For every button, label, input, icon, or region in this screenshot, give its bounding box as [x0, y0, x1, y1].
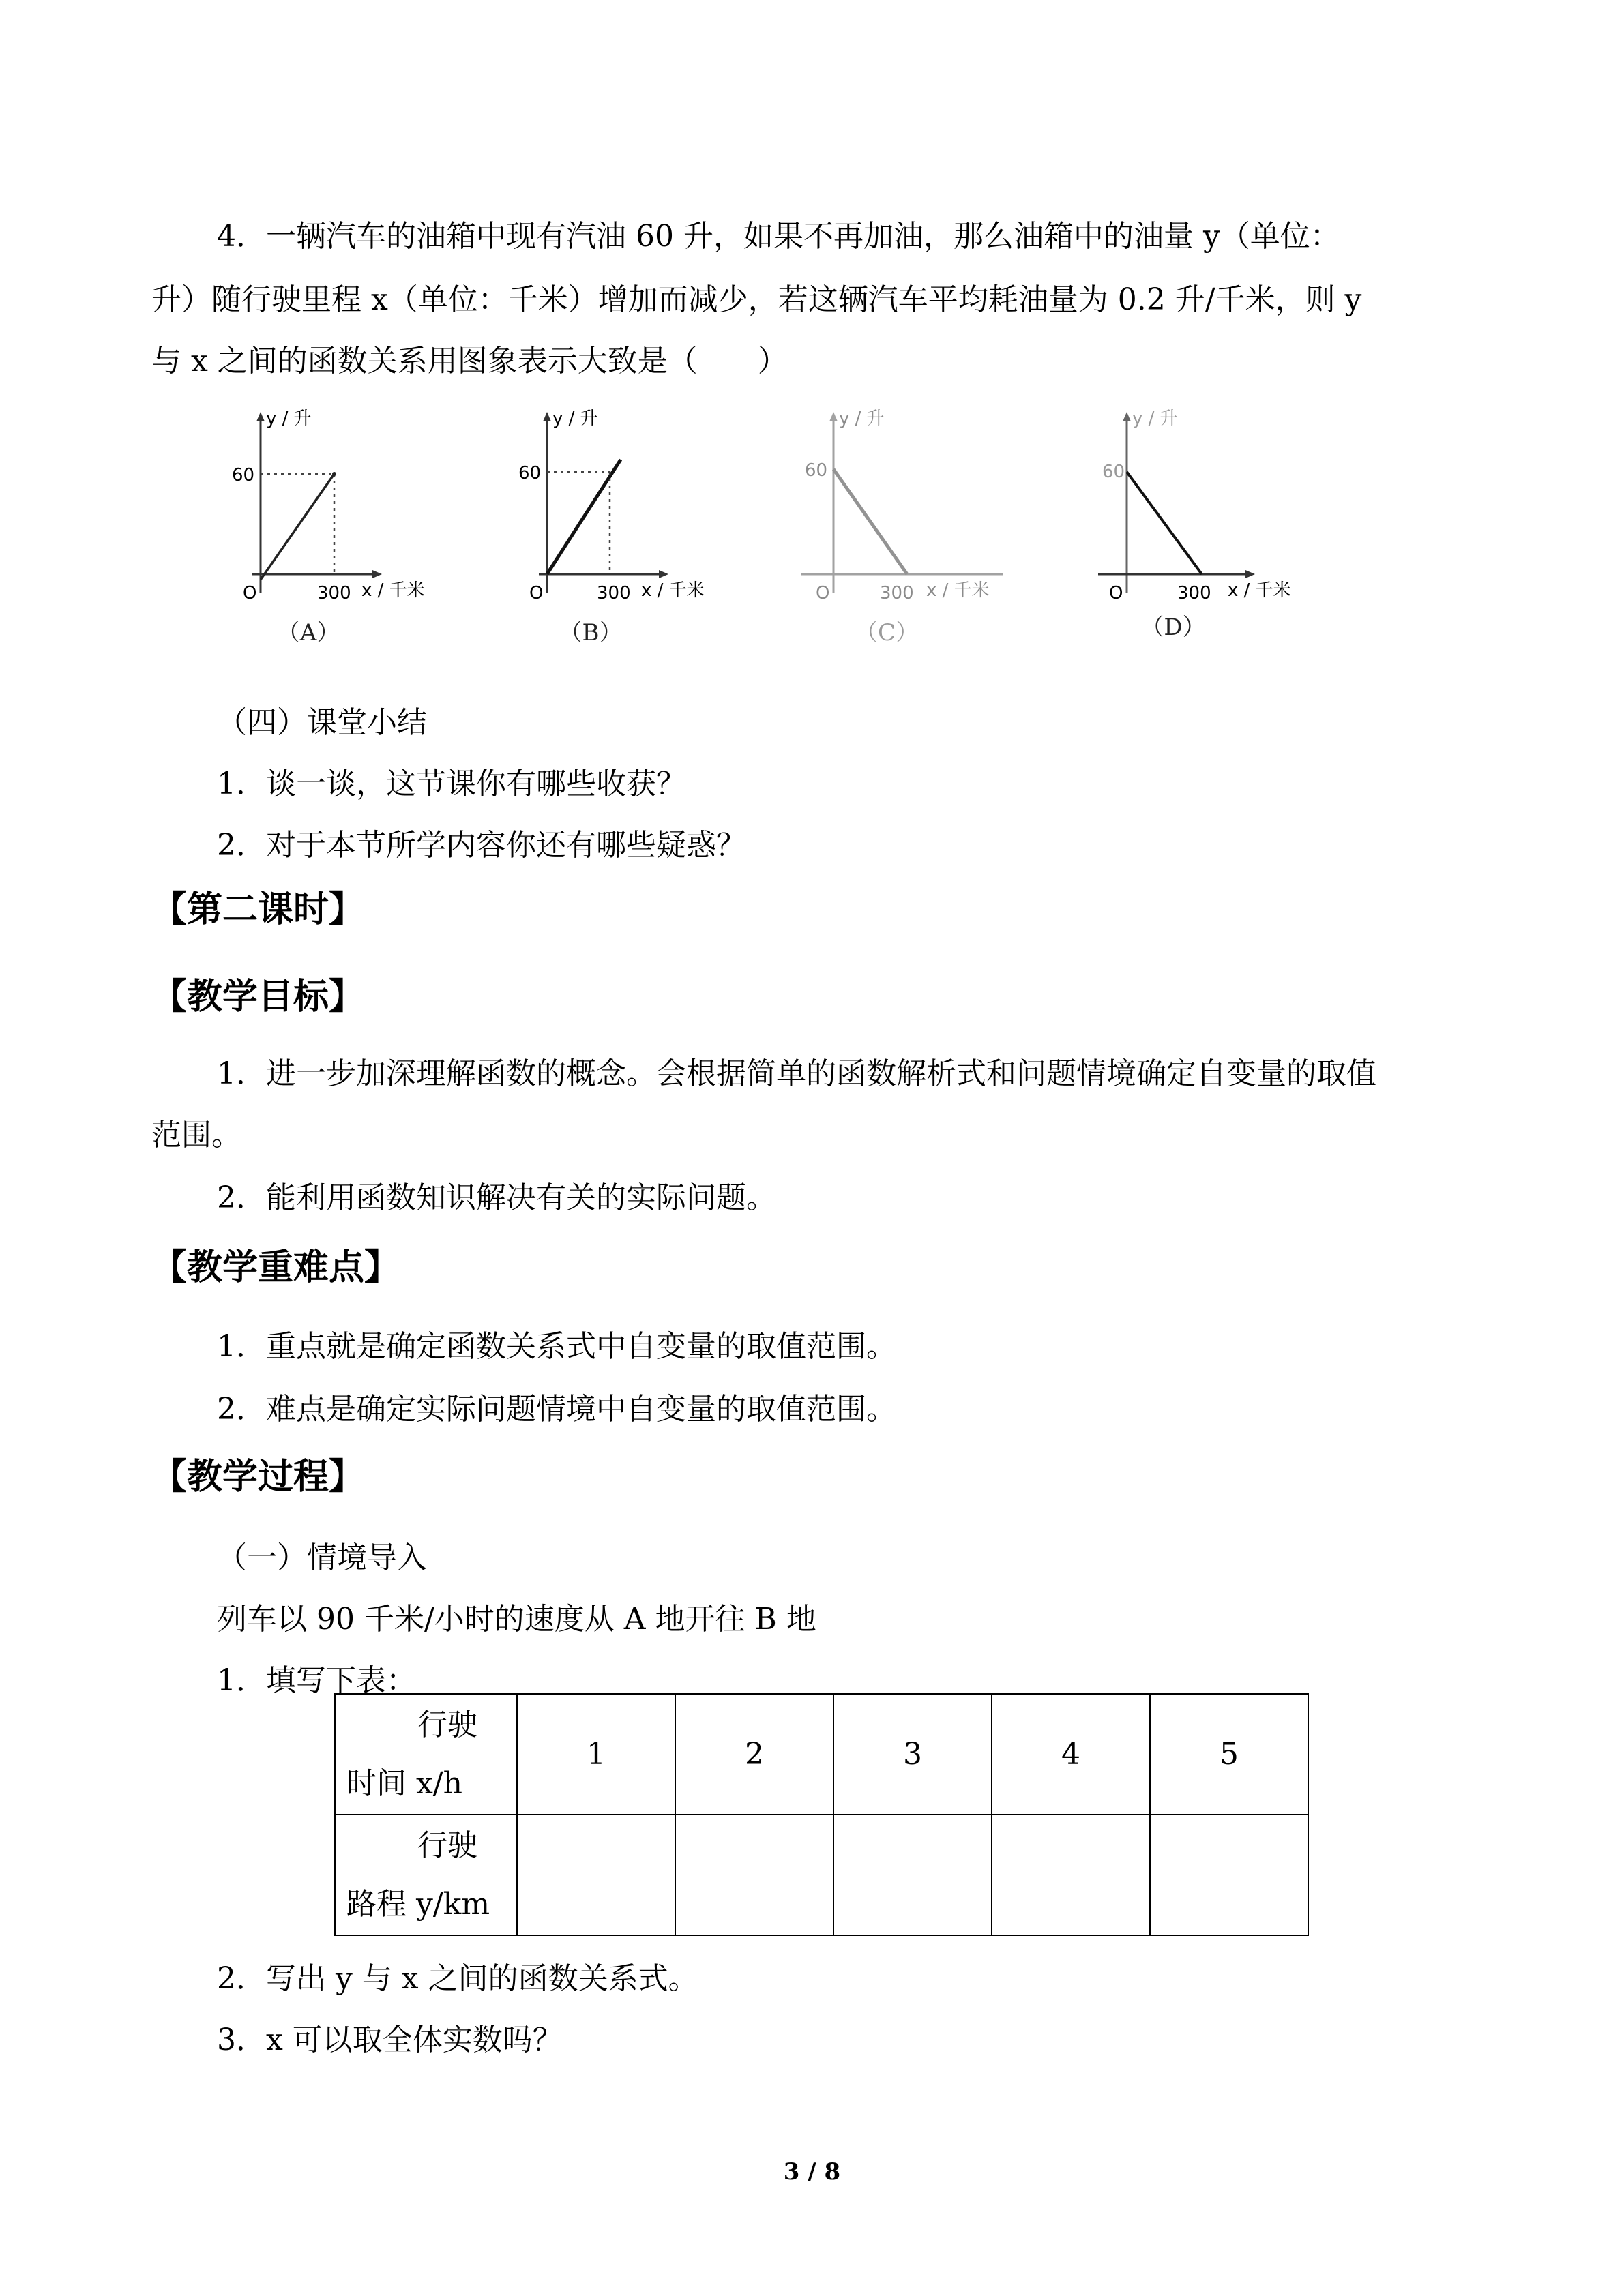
option-a-caption: （A） — [276, 619, 340, 646]
keypoints-item-2: 2．难点是确定实际问题情境中自变量的取值范围。 — [217, 1392, 896, 1427]
x-axis-arrow — [1245, 570, 1255, 578]
y-tick-label: 60 — [805, 460, 828, 481]
y-axis-arrow — [543, 412, 551, 421]
table-cell: 4 — [992, 1694, 1150, 1815]
y-axis-label: y / 升 — [552, 408, 598, 429]
option-c-graph — [798, 409, 1057, 668]
row-header-distance — [335, 1815, 517, 1935]
process-task-3: 3．x 可以取全体实数吗？ — [217, 2023, 563, 2057]
x-axis-arrow — [659, 570, 668, 578]
summary-item-2: 2．对于本节所学内容你还有哪些疑惑？ — [217, 828, 746, 863]
lesson-2-heading: 【第二课时】 — [151, 889, 365, 930]
row-header-time — [335, 1694, 517, 1815]
table-cell: 1 — [517, 1694, 675, 1815]
y-axis-arrow — [829, 412, 838, 421]
process-task-2: 2．写出 y 与 x 之间的函数关系式。 — [217, 1961, 698, 1996]
origin-label: O — [816, 583, 830, 603]
question-4-line-1: 4．一辆汽车的油箱中现有汽油 60 升，如果不再加油，那么油箱中的油量 y（单位： — [217, 219, 1340, 254]
row-header-time-line-2: 时间 x/h — [346, 1765, 462, 1801]
table-cell-blank — [992, 1815, 1150, 1935]
table-cell-blank — [833, 1815, 992, 1935]
x-axis-label: x / 千米 — [641, 580, 705, 601]
keypoints-item-1: 1．重点就是确定函数关系式中自变量的取值范围。 — [217, 1329, 896, 1364]
option-a-graph — [225, 409, 484, 668]
summary-title: （四）课堂小结 — [217, 705, 427, 740]
question-4-line-3: 与 x 之间的函数关系用图象表示大致是（ ） — [151, 344, 788, 378]
process-intro-title: （一）情境导入 — [217, 1540, 427, 1575]
option-b-caption: （B） — [559, 619, 623, 646]
y-axis-label: y / 升 — [839, 408, 885, 429]
graph-line — [1127, 472, 1202, 574]
y-axis-arrow — [256, 412, 265, 421]
x-axis-label: x / 千米 — [361, 580, 425, 601]
row-header-distance-line-1: 行驶 — [417, 1828, 477, 1863]
option-b-plot — [512, 409, 771, 634]
x-tick-label: 300 — [880, 583, 914, 603]
question-4-line-2: 升）随行驶里程 x（单位：千米）增加而减少，若这辆汽车平均耗油量为 0.2 升/千米，则 y — [151, 282, 1362, 317]
y-tick-label: 60 — [1102, 462, 1125, 482]
goals-item-2: 2．能利用函数知识解决有关的实际问题。 — [217, 1180, 776, 1215]
process-intro-text: 列车以 90 千米/小时的速度从 A 地开往 B 地 — [217, 1602, 816, 1637]
origin-label: O — [529, 583, 544, 603]
process-heading: 【教学过程】 — [151, 1457, 365, 1497]
option-c-caption: （C） — [854, 619, 919, 646]
row-header-distance-line-2: 路程 y/km — [346, 1886, 490, 1922]
page-number: 3 / 8 — [783, 2158, 841, 2186]
fill-in-table — [334, 1693, 1309, 1936]
origin-label: O — [243, 583, 257, 603]
option-d-graph — [1091, 409, 1350, 668]
graph-line — [261, 474, 334, 580]
x-axis-label: x / 千米 — [1228, 580, 1291, 601]
origin-label: O — [1109, 583, 1123, 603]
x-axis-arrow — [372, 570, 382, 578]
option-b-graph — [512, 409, 771, 668]
table-row-time — [335, 1694, 1308, 1815]
x-axis-label: x / 千米 — [926, 580, 990, 601]
option-d-plot — [1091, 409, 1350, 634]
y-axis-arrow — [1123, 412, 1131, 421]
row-header-time-line-1: 行驶 — [417, 1707, 477, 1742]
goals-heading: 【教学目标】 — [151, 976, 365, 1017]
y-axis-label: y / 升 — [1132, 408, 1178, 429]
graph-line — [547, 460, 621, 574]
option-d-caption: （D） — [1140, 614, 1206, 641]
table-cell: 2 — [675, 1694, 833, 1815]
y-tick-label: 60 — [232, 465, 255, 486]
table-row-distance — [335, 1815, 1308, 1935]
summary-item-1: 1．谈一谈，这节课你有哪些收获？ — [217, 766, 686, 801]
table-cell-blank — [675, 1815, 833, 1935]
table-cell: 5 — [1150, 1694, 1308, 1815]
option-a-plot — [225, 409, 484, 634]
x-tick-label: 300 — [597, 583, 631, 603]
goals-item-1-line-1: 1．进一步加深理解函数的概念。会根据简单的函数解析式和问题情境确定自变量的取值 — [217, 1056, 1376, 1091]
table-cell-blank — [1150, 1815, 1308, 1935]
goals-item-1-line-2: 范围。 — [151, 1118, 241, 1152]
graph-line — [833, 469, 907, 574]
x-tick-label: 300 — [317, 583, 351, 603]
table-cell: 3 — [833, 1694, 992, 1815]
process-task-1: 1．填写下表： — [217, 1663, 416, 1698]
keypoints-heading: 【教学重难点】 — [151, 1247, 400, 1288]
y-axis-label: y / 升 — [266, 408, 312, 429]
end-point — [332, 472, 336, 476]
x-tick-label: 300 — [1177, 583, 1211, 603]
table-cell-blank — [517, 1815, 675, 1935]
option-c-plot — [798, 409, 1057, 634]
y-tick-label: 60 — [518, 463, 542, 483]
